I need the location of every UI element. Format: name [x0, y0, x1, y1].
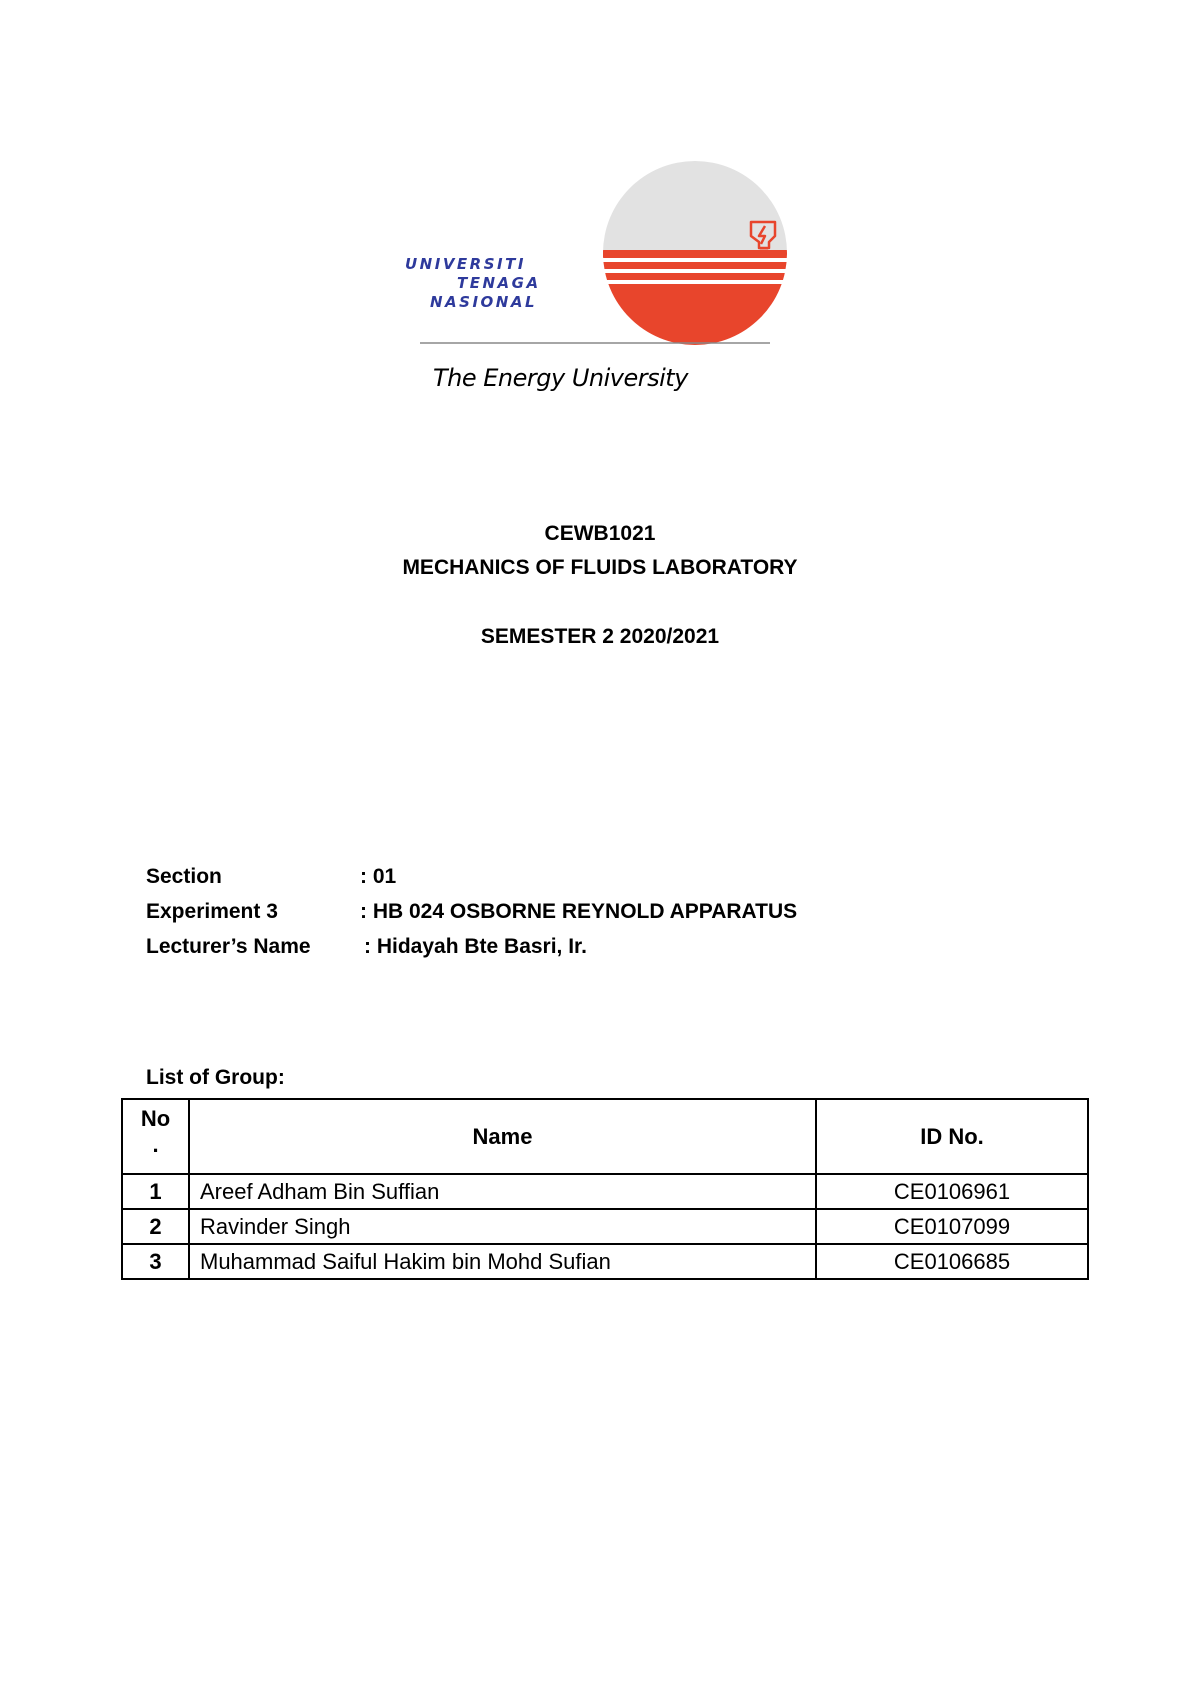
logo-wordmark-line-3: NASIONAL [430, 293, 538, 311]
row-no: 2 [122, 1209, 189, 1244]
row-name: Ravinder Singh [189, 1209, 816, 1244]
table-row [122, 1174, 1088, 1209]
logo-wordmark-line-1: UNIVERSITI [405, 255, 526, 273]
row-id: CE0107099 [816, 1209, 1088, 1244]
table-header-row [122, 1099, 1088, 1174]
course-code: CEWB1021 [544, 522, 656, 545]
row-no: 1 [122, 1174, 189, 1209]
lecturer-label: Lecturer’s Name [146, 935, 311, 958]
row-id: CE0106961 [816, 1174, 1088, 1209]
header-id: ID No. [816, 1099, 1088, 1174]
row-name: Areef Adham Bin Suffian [189, 1174, 816, 1209]
experiment-value: : HB 024 OSBORNE REYNOLD APPARATUS [360, 900, 798, 923]
header-name: Name [189, 1099, 816, 1174]
experiment-label: Experiment 3 [146, 900, 278, 923]
header-no-line-1: No [140, 1106, 171, 1131]
row-name: Muhammad Saiful Hakim bin Mohd Sufian [189, 1244, 816, 1279]
logo-disc [595, 160, 795, 364]
course-name: MECHANICS OF FLUIDS LABORATORY [402, 556, 798, 579]
lecturer-value: : Hidayah Bte Basri, Ir. [364, 935, 587, 958]
university-logo [405, 160, 795, 410]
table-row [122, 1244, 1088, 1279]
section-label: Section [146, 865, 222, 888]
group-table [121, 1098, 1089, 1280]
group-list-label: List of Group: [146, 1066, 285, 1089]
table-row [122, 1209, 1088, 1244]
header-no [122, 1099, 189, 1174]
header-no-line-2: . [152, 1132, 159, 1157]
row-no: 3 [122, 1244, 189, 1279]
row-id: CE0106685 [816, 1244, 1088, 1279]
section-value: : 01 [360, 865, 397, 888]
semester: SEMESTER 2 2020/2021 [480, 625, 720, 648]
logo-wordmark-line-2: TENAGA [457, 274, 541, 292]
logo-tagline: The Energy University [433, 364, 688, 392]
